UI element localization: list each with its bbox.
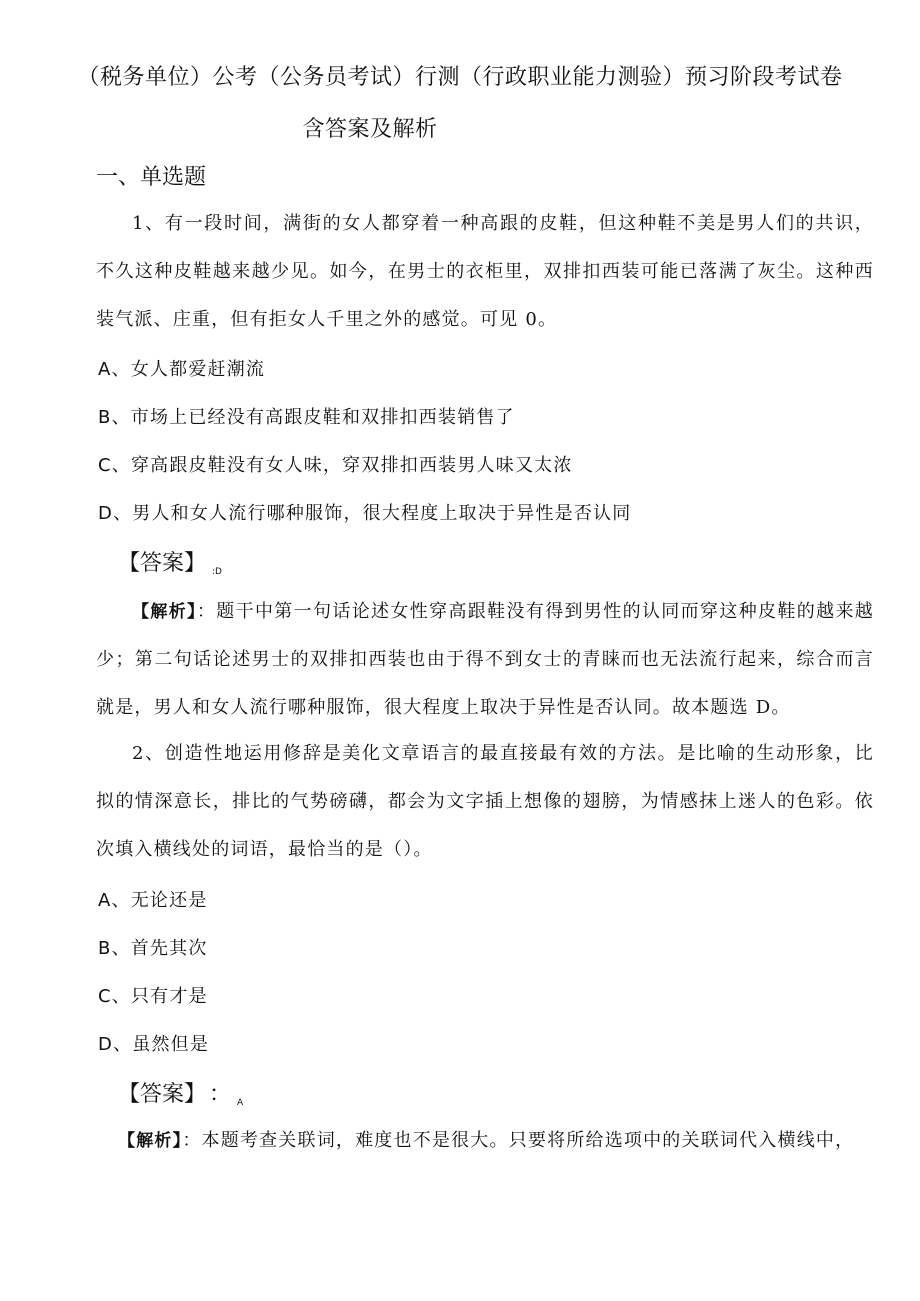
question-2-analysis — [118, 1117, 878, 1165]
option-letter: D — [98, 503, 114, 524]
answer-label: 【答案】 — [118, 1082, 196, 1107]
answer-value: A — [237, 1098, 244, 1108]
question-2-option-d — [98, 1030, 209, 1056]
question-2-answer — [118, 1077, 243, 1108]
option-text: 、市场上已经没有高跟皮鞋和双排扣西装销售了 — [111, 407, 515, 428]
document-title-line-2: 含答案及解析 — [302, 117, 438, 142]
option-letter: A — [98, 359, 112, 380]
option-text: 、女人都爱赶潮流 — [111, 359, 266, 380]
answer-value: :D — [212, 567, 222, 577]
analysis-text: ：本题考查关联词，难度也不是很大。只要将所给选项中的关联词代入横线中， — [182, 1130, 855, 1151]
analysis-label: 【解析】 — [118, 1131, 183, 1151]
question-1-option-a — [98, 355, 265, 381]
question-2-option-b — [98, 934, 208, 960]
analysis-text: ：题干中第一句话论述女性穿高跟鞋没有得到男性的认同而穿这种皮鞋的越来越少；第二句话论述男士的双排扣西装也由于得不到女士的青睐而也无法流行起来，综合而言就是，男人和女人流行哪种服饰，很大程度上取决于异性是否认同。故本题选 D。 — [96, 601, 874, 718]
option-text: 、虽然但是 — [113, 1034, 210, 1055]
option-letter: C — [98, 455, 112, 476]
option-letter: D — [98, 1034, 114, 1055]
document-title-line-1: （税务单位）公考（公务员考试）行测（行政职业能力测验）预习阶段考试卷 — [77, 65, 843, 90]
answer-label: 【答案】 — [118, 551, 207, 576]
option-text: 、穿高跟皮鞋没有女人味，穿双排扣西装男人味又太浓 — [111, 455, 573, 476]
question-1-stem: 1、有一段时间，满街的女人都穿着一种高跟的皮鞋，但这种鞋不美是男人们的共识，不久这种皮鞋越来越少见。如今，在男士的衣柜里，双排扣西装可能已落满了灰尘。这种西装气派、庄重，但有拒女人千里之外的感觉。可见 0。 — [96, 213, 874, 330]
option-text: 、只有才是 — [111, 986, 208, 1007]
question-2-option-a — [98, 886, 208, 912]
question-1-option-c — [98, 451, 573, 477]
question-1-option-d — [98, 499, 631, 525]
option-letter: C — [98, 986, 112, 1007]
question-1-option-b — [98, 403, 515, 429]
option-letter: A — [98, 890, 112, 911]
question-2-stem: 2、创造性地运用修辞是美化文章语言的最直接最有效的方法。是比喻的生动形象，比拟的情深意长，排比的气势磅礴，都会为文字插上想像的翅膀，为情感抹上迷人的色彩。依次填入横线处的词语，最恰当的是（）。 — [96, 743, 874, 860]
question-1-answer — [118, 546, 222, 577]
option-letter: B — [98, 938, 112, 959]
answer-colon: ： — [209, 1082, 232, 1107]
section-heading: 一、单选题 — [96, 165, 207, 190]
question-2-option-c — [98, 982, 208, 1008]
option-letter: B — [98, 407, 112, 428]
option-text: 、首先其次 — [111, 938, 208, 959]
question-1-analysis — [96, 588, 874, 732]
option-text: 、无论还是 — [111, 890, 208, 911]
option-text: 、男人和女人流行哪种服饰，很大程度上取决于异性是否认同 — [113, 503, 632, 524]
analysis-label: 【解析】 — [132, 602, 197, 622]
